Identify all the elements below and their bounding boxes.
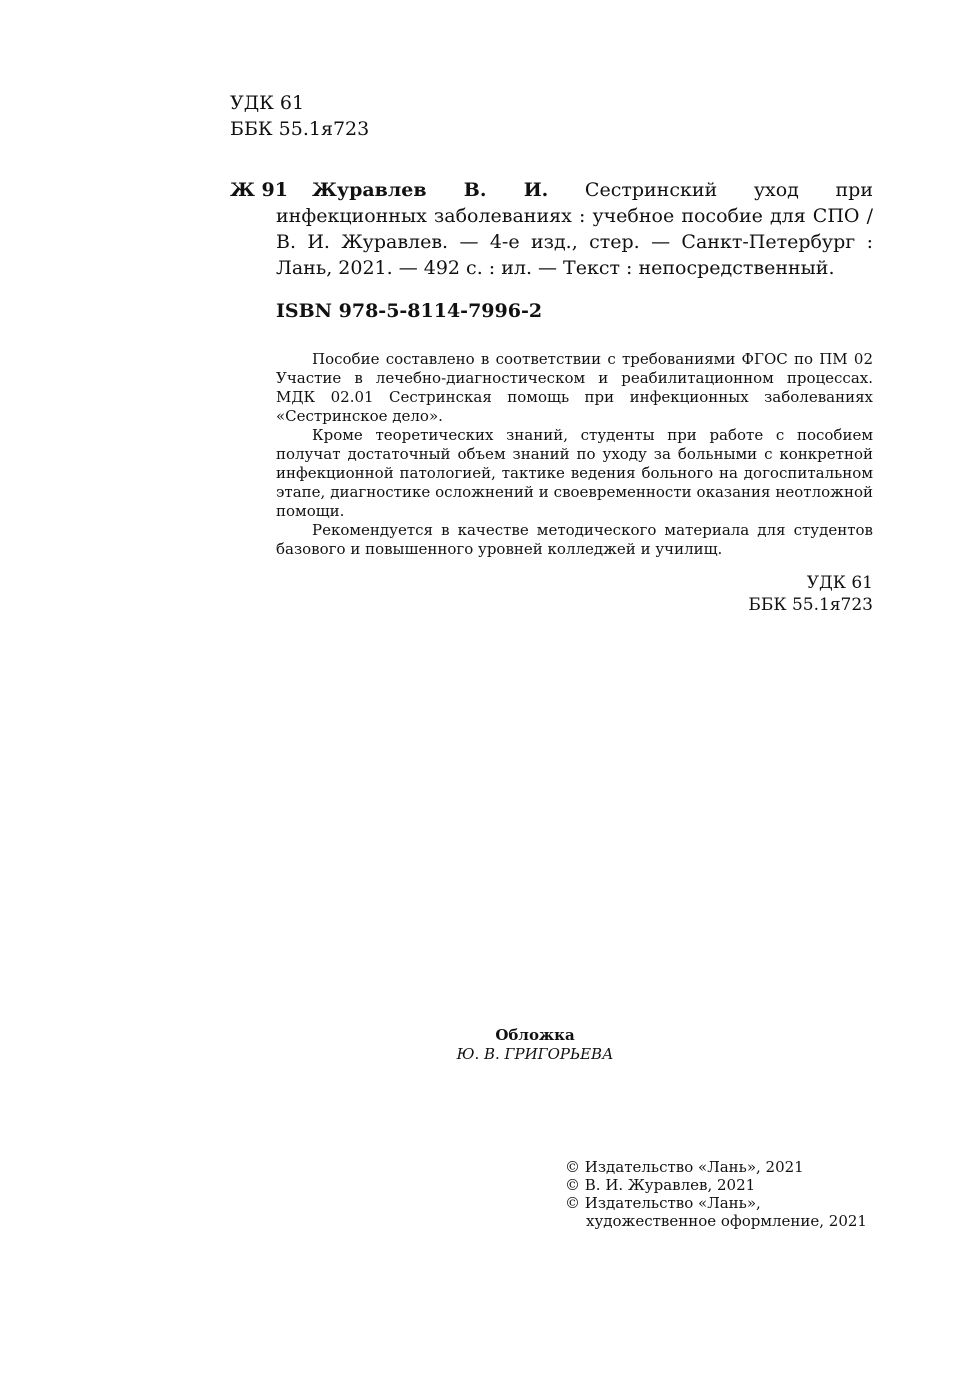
udk-code: УДК 61	[806, 573, 873, 593]
cover-credit	[380, 1026, 690, 1064]
annotation-paragraph: Рекомендуется в качестве методического материала для студентов базового и повышенного уровней колледжей и училищ.	[276, 521, 873, 558]
bbk-code: ББК 55.1я723	[748, 595, 873, 615]
copyright-line: © Издательство «Лань»,	[565, 1194, 761, 1212]
cover-designer: Ю. В. ГРИГОРЬЕВА	[456, 1045, 614, 1063]
copyright-line: художественное оформление, 2021	[586, 1212, 867, 1230]
isbn: ISBN 978-5-8114-7996-2	[276, 300, 543, 322]
annotation-paragraph: Пособие составлено в соответствии с требованиями ФГОС по ПМ 02 Участие в лечебно-диагностическом и реабилитационном процессах. МДК 02.01 Сестринская помощь при инфекционных заболеваниях «Сестринское дело».	[276, 350, 873, 425]
annotation-paragraph: Кроме теоретических знаний, студенты при работе с пособием получат достаточный объем знаний по уходу за больными с конкретной инфекционной патологией, тактике ведения больного на догоспитальном этапе, диагностике осложнений и своевременности оказания неотложной помощи.	[276, 426, 873, 520]
copyright-block	[565, 1158, 867, 1230]
udk-code: УДК 61	[230, 92, 305, 114]
bbk-code: ББК 55.1я723	[230, 118, 370, 140]
annotation	[276, 350, 873, 559]
copyright-line: © Издательство «Лань», 2021	[565, 1158, 804, 1176]
entry-text	[276, 177, 873, 281]
author-mark: Ж 91	[230, 179, 288, 201]
entry-author: Журавлев В. И.	[312, 179, 549, 201]
bottom-classification-codes	[720, 572, 873, 616]
top-classification-codes	[230, 90, 369, 142]
cover-label: Обложка	[495, 1026, 575, 1044]
bibliographic-entry	[230, 177, 873, 281]
copyright-line: © В. И. Журавлев, 2021	[565, 1176, 756, 1194]
entry-description: Сестринский уход при инфекционных заболеваниях : учебное пособие для СПО / В. И. Журавлев. — 4-е изд., стер. — Санкт-Петербург : Лань, 2021. — 492 с. : ил. — Текст : непосредственный.	[276, 179, 874, 279]
